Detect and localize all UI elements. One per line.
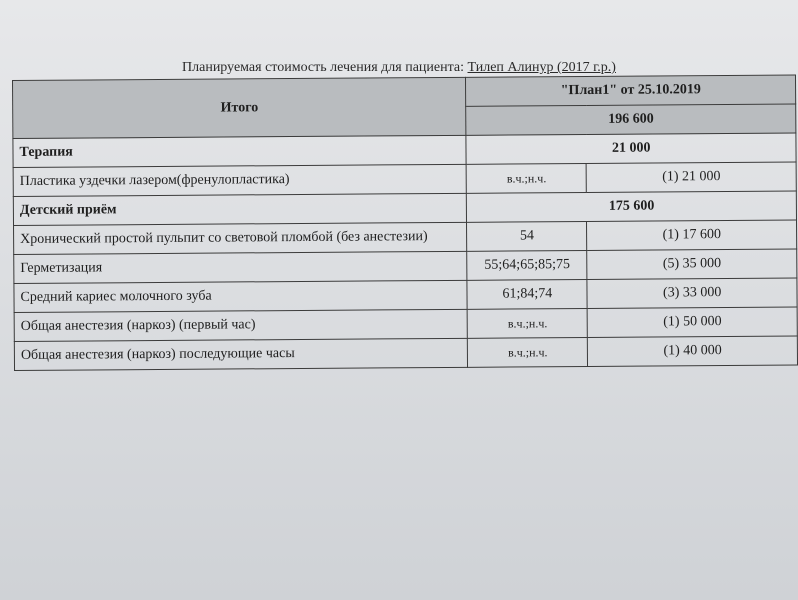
- price: (1) 17 600: [587, 220, 797, 250]
- section-name: Терапия: [13, 135, 467, 167]
- treatment-cost-table: [12, 75, 798, 371]
- service-name: Общая анестезия (наркоз) последующие часы: [14, 338, 468, 370]
- price: (1) 40 000: [588, 336, 798, 366]
- plan-label: "План1" от 25.10.2019: [466, 75, 796, 106]
- section-name: Детский приём: [13, 193, 467, 225]
- service-name: Пластика уздечки лазером(френулопластика): [13, 164, 467, 196]
- document-title: [0, 60, 798, 76]
- table-row: [14, 336, 797, 370]
- service-name: Общая анестезия (наркоз) (первый час): [14, 309, 468, 341]
- section-total: 21 000: [466, 133, 796, 164]
- section-total: 175 600: [467, 191, 797, 222]
- plan-total: 196 600: [466, 104, 796, 135]
- service-name: Средний кариес молочного зуба: [14, 280, 468, 312]
- teeth: в.ч.;н.ч.: [467, 163, 587, 193]
- teeth: 61;84;74: [467, 279, 587, 309]
- price: (3) 33 000: [587, 278, 797, 308]
- price: (5) 35 000: [587, 249, 797, 279]
- teeth: 54: [467, 221, 587, 251]
- teeth: 55;64;65;85;75: [467, 250, 587, 280]
- teeth: в.ч.;н.ч.: [468, 308, 588, 338]
- title-prefix: Планируемая стоимость лечения для пациента:: [182, 60, 465, 75]
- total-label: Итого: [13, 77, 467, 138]
- price: (1) 21 000: [586, 162, 796, 192]
- service-name: Хронический простой пульпит со световой пломбой (без анестезии): [14, 222, 468, 254]
- patient-name: Тилеп Алинур (2017 г.р.): [467, 60, 616, 75]
- teeth: в.ч.;н.ч.: [468, 337, 588, 367]
- price: (1) 50 000: [587, 307, 797, 337]
- service-name: Герметизация: [14, 251, 468, 283]
